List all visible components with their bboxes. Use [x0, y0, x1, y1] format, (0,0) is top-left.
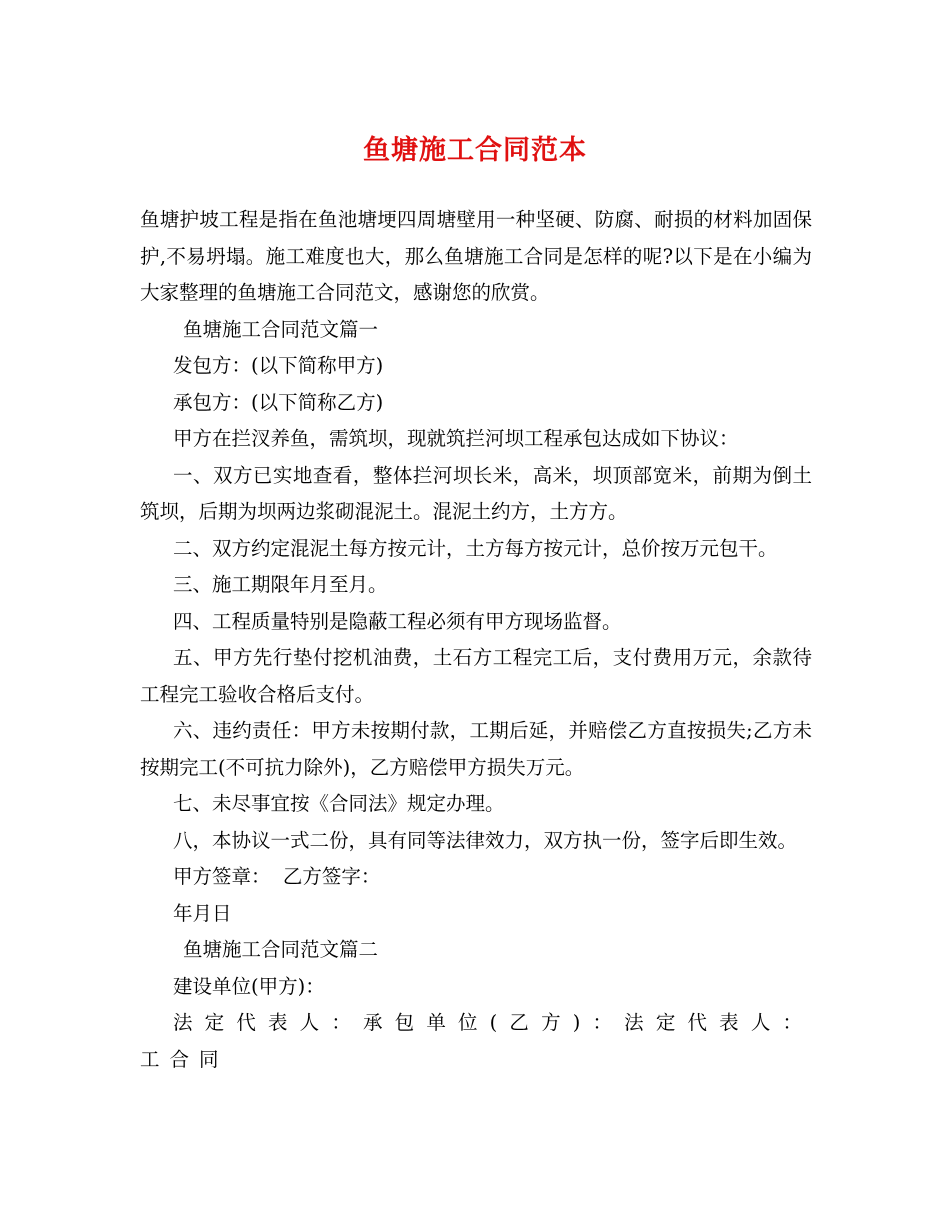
- signature-line: 甲方签章： 乙方签字：: [173, 865, 381, 888]
- paragraph: 建设单位(甲方)：: [173, 974, 325, 998]
- clause-1: 一、双方已实地查看，整体拦河坝长米，高米，坝顶部宽米，前期为倒土筑坝，后期为坝两边浆砌混泥土。混泥土约方，土方方。: [140, 463, 812, 523]
- paragraph: 承包方：(以下简称乙方): [173, 390, 384, 414]
- clause-3: 三、施工期限年月至月。: [173, 573, 388, 596]
- paragraph: 发包方：(以下简称甲方): [173, 354, 384, 377]
- intro-paragraph: 鱼塘护坡工程是指在鱼池塘埂四周塘壁用一种坚硬、防腐、耐损的材料加固保护,不易坍塌。施工难度也大，那么鱼塘施工合同是怎样的呢?以下是在小编为大家整理的鱼塘施工合同范文，感谢您的欣赏。: [140, 208, 812, 304]
- clause-6: 六、违约责任：甲方未按期付款，工期后延，并赔偿乙方直按损失;乙方未按期完工(不可抗力除外)，乙方赔偿甲方损失万元。: [140, 719, 812, 779]
- section-heading-2: 鱼塘施工合同范文篇二: [183, 938, 379, 961]
- clause-5: 五、甲方先行垫付挖机油费，土石方工程完工后，支付费用万元，余款待工程完工验收合格后支付。: [140, 646, 812, 706]
- date-line: 年月日: [173, 901, 232, 925]
- clause-7: 七、未尽事宜按《合同法》规定办理。: [173, 792, 505, 815]
- paragraph: 甲方在拦汊养鱼，需筑坝，现就筑拦河坝工程承包达成如下协议：: [173, 427, 739, 450]
- document-body: [140, 202, 812, 1078]
- clause-2: 二、双方约定混泥土每方按元计，土方每方按元计，总价按万元包干。: [173, 536, 778, 560]
- clause-8: 八，本协议一式二份，具有同等法律效力，双方执一份，签字后即生效。: [173, 828, 798, 852]
- parties-line: 法定代表人：承包单位(乙方)：法定代表人： 工合同: [140, 1011, 812, 1071]
- clause-4: 四、工程质量特别是隐蔽工程必须有甲方现场监督。: [173, 609, 622, 633]
- document-title: 鱼塘施工合同范本: [363, 135, 587, 166]
- section-heading-1: 鱼塘施工合同范文篇一: [183, 317, 379, 341]
